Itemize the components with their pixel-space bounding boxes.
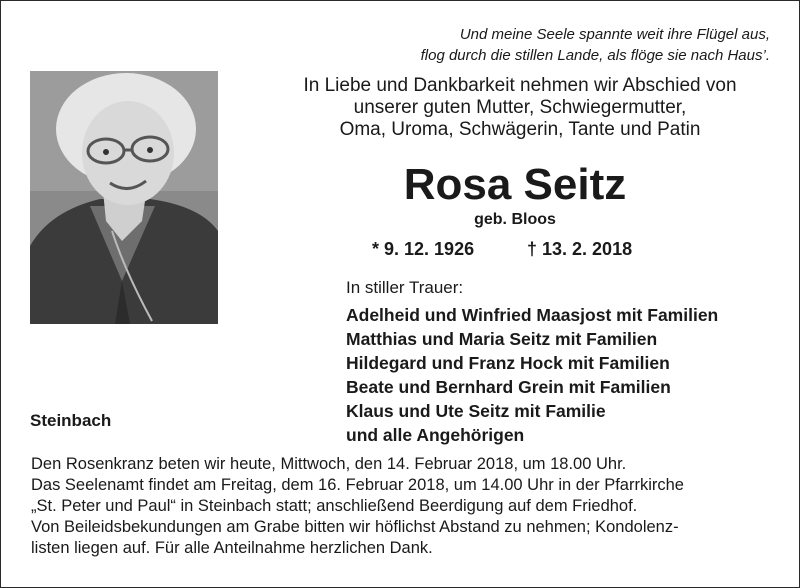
verse-line: flog durch die stillen Lande, als flöge sie nach Haus’. xyxy=(420,47,770,64)
mourner-entry: Klaus und Ute Seitz mit Familie xyxy=(346,401,606,421)
intro-line: Oma, Uroma, Schwägerin, Tante und Patin xyxy=(339,119,701,140)
mourner-entry: Adelheid und Winfried Maasjost mit Familien xyxy=(346,305,719,325)
notice-line: „St. Peter und Paul“ in Steinbach statt; anschließend Beerdigung auf dem Friedhof. xyxy=(31,497,638,515)
intro-line: In Liebe und Dankbarkeit nehmen wir Abschied von xyxy=(303,75,737,96)
birth-date: * 9. 12. 1926 xyxy=(372,239,475,259)
notice-line: listen liegen auf. Für alle Anteilnahme herzlichen Dank. xyxy=(31,539,433,557)
notice-line: Von Beileidsbekundungen am Grabe bitten wir höflichst Abstand zu nehmen; Kondolenz- xyxy=(31,518,679,536)
portrait-illustration xyxy=(30,71,218,324)
notice-line: Das Seelenamt findet am Freitag, dem 16. Februar 2018, um 14.00 Uhr in der Pfarrkirche xyxy=(31,476,684,494)
mourner-entry: Hildegard und Franz Hock mit Familien xyxy=(346,353,670,373)
death-date: † 13. 2. 2018 xyxy=(527,239,633,259)
verse-line: Und meine Seele spannte weit ihre Flügel aus, xyxy=(459,26,770,43)
deceased-name: Rosa Seitz xyxy=(403,160,627,209)
farewell-intro xyxy=(250,75,790,141)
portrait-photo xyxy=(30,71,218,324)
maiden-name: geb. Bloos xyxy=(474,211,556,228)
mourner-entry: Beate und Bernhard Grein mit Familien xyxy=(346,377,671,397)
mourner-entry: Matthias und Maria Seitz mit Familien xyxy=(346,329,658,349)
notice-line: Den Rosenkranz beten wir heute, Mittwoch, den 14. Februar 2018, um 18.00 Uhr. xyxy=(31,455,627,473)
mourners-list xyxy=(346,303,718,447)
place-name: Steinbach xyxy=(30,411,112,430)
verse-quote xyxy=(300,24,770,66)
mourning-label: In stiller Trauer: xyxy=(346,278,464,297)
mourner-entry: und alle Angehörigen xyxy=(346,425,525,445)
intro-line: unserer guten Mutter, Schwiegermutter, xyxy=(353,97,687,118)
service-notice xyxy=(31,454,781,559)
